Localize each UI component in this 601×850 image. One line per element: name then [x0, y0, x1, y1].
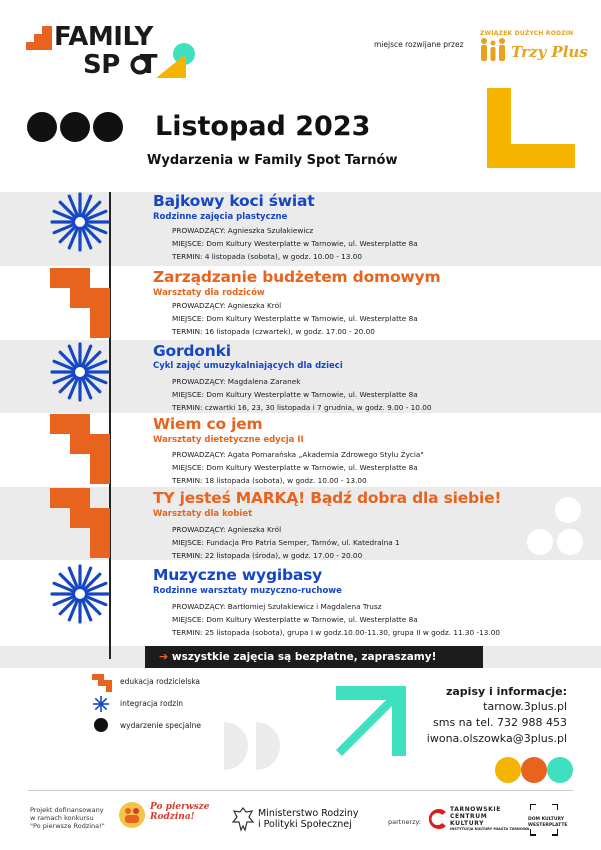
legend-black-dot-icon — [93, 717, 109, 733]
orange-steps-icon — [50, 268, 110, 338]
event-subtitle: Warsztaty dla kobiet — [153, 509, 253, 519]
logo-text-spot: SP T — [83, 50, 158, 80]
logo-o-ring-icon — [130, 55, 150, 75]
event-time: TERMIN: 18 listopada (sobota), w godz. 10.00 - 13.00 — [172, 476, 367, 485]
event-time: TERMIN: 16 listopada (czwartek), w godz. 17.00 - 20.00 — [172, 327, 375, 336]
blue-sunburst-icon — [50, 564, 110, 624]
event-title: TY jesteś MARKĄ! Bądź dobra dla siebie! — [153, 489, 502, 507]
event-subtitle: Warsztaty dla rodziców — [153, 288, 265, 298]
family-figures-icon — [478, 37, 508, 63]
contact-website-link[interactable]: tarnow.3plus.pl — [483, 700, 567, 713]
event-host: PROWADZĄCY: Agata Pomarańska „Akademia Zdrowego Stylu Życia" — [172, 450, 424, 459]
event-host: PROWADZĄCY: Agnieszka Król — [172, 525, 282, 534]
white-half-circles-icon — [220, 718, 286, 774]
event-host: PROWADZĄCY: Magdalena Zaranek — [172, 377, 301, 386]
color-dots-icon — [494, 756, 574, 784]
event-title: Gordonki — [153, 342, 231, 360]
legend-item-parent-education: edukacja rodzicielska — [120, 677, 201, 686]
free-events-text: wszystkie zajęcia są bezpłatne, zapraszamy! — [171, 651, 437, 663]
legend-item-special-event: wydarzenie specjalne — [120, 721, 201, 730]
family-emblem-icon — [118, 801, 146, 829]
event-host: PROWADZĄCY: Bartłomiej Szułakiewicz i Magdalena Trusz — [172, 602, 382, 611]
partners-label: partnerzy: — [388, 818, 422, 826]
teal-arrow-icon — [336, 686, 406, 756]
contact-heading: zapisy i informacje: — [445, 685, 567, 698]
tagline: miejsce rozwijane przez — [374, 40, 464, 49]
event-subtitle: Warsztaty dietetyczne edycja II — [153, 435, 304, 445]
event-place: MIEJSCE: Dom Kultury Westerplatte w Tarnowie, ul. Westerplatte 8a — [172, 390, 418, 399]
event-title: Wiem co jem — [153, 415, 263, 433]
blue-sunburst-icon — [50, 192, 110, 252]
trzyplus-name: Trzy Plus — [511, 43, 588, 61]
page-subtitle: Wydarzenia w Family Spot Tarnów — [147, 153, 398, 168]
dkw-frame-icon — [530, 804, 558, 818]
ppr-logo-text: Po pierwsze Rodzina! — [150, 802, 210, 822]
white-circles-icon — [522, 494, 588, 560]
event-host: PROWADZĄCY: Agnieszka Szułakiewicz — [172, 226, 314, 235]
legend-item-family-integration: integracja rodzin — [120, 699, 184, 708]
dkw-frame-bottom-icon — [530, 829, 558, 837]
contact-email-link[interactable]: iwona.olszowka@3plus.pl — [426, 732, 567, 745]
yellow-l-shape-icon — [487, 88, 575, 168]
logo-text-family: FAMILY — [54, 22, 153, 52]
event-title: Zarządzanie budżetem domowym — [153, 268, 441, 286]
dkw-logo-text: DOM KULTURY WESTERPLATTE — [528, 817, 568, 828]
event-title: Bajkowy koci świat — [153, 192, 315, 210]
contact-sms: sms na tel. 732 988 453 — [433, 716, 567, 729]
event-host: PROWADZĄCY: Agnieszka Król — [172, 301, 282, 310]
ministry-name: Ministerstwo Rodziny i Polityki Społecznej — [258, 808, 359, 830]
footer-divider — [28, 790, 573, 791]
orange-steps-icon — [50, 414, 110, 484]
event-time: TERMIN: 25 listopada (sobota), grupa I w godz.10.00-11.30, grupa II w godz. 11.30 -13.00 — [172, 628, 501, 637]
event-subtitle: Cykl zajęć umuzykalniających dla dzieci — [153, 361, 343, 371]
event-place: MIEJSCE: Dom Kultury Westerplatte w Tarnowie, ul. Westerplatte 8a — [172, 314, 418, 323]
blue-sunburst-icon — [50, 342, 110, 402]
logo-orange-steps-icon — [26, 26, 52, 50]
page-title: Listopad 2023 — [155, 111, 371, 142]
event-subtitle: Rodzinne warsztaty muzyczno-ruchowe — [153, 586, 342, 596]
legend-blue-sunburst-icon — [92, 695, 110, 713]
event-time: TERMIN: czwartki 16, 23, 30 listopada i 7 grudnia, w godz. 9.00 - 10.00 — [172, 403, 432, 412]
tck-red-c-icon — [426, 808, 448, 830]
legend-orange-steps-icon — [92, 674, 112, 692]
trzyplus-top-text: ZWIĄZEK DUŻYCH RODZIN — [480, 30, 574, 37]
event-time: TERMIN: 4 listopada (sobota), w godz. 10.00 - 13.00 — [172, 252, 363, 261]
event-title: Muzyczne wygibasy — [153, 566, 323, 584]
funding-note: Projekt dofinansowany w ramach konkursu "Po pierwsze Rodzina!" — [30, 806, 105, 830]
polish-eagle-icon — [232, 806, 254, 832]
event-place: MIEJSCE: Dom Kultury Westerplatte w Tarnowie, ul. Westerplatte 8a — [172, 239, 418, 248]
event-place: MIEJSCE: Dom Kultury Westerplatte w Tarnowie, ul. Westerplatte 8a — [172, 615, 418, 624]
free-events-note — [145, 646, 483, 668]
event-subtitle: Rodzinne zajęcia plastyczne — [153, 212, 288, 222]
event-place: MIEJSCE: Dom Kultury Westerplatte w Tarnowie, ul. Westerplatte 8a — [172, 463, 418, 472]
event-place: MIEJSCE: Fundacja Pro Patria Semper, Tarnów, ul. Katedralna 1 — [172, 538, 400, 547]
logo-yellow-triangle-icon — [156, 54, 186, 78]
arrow-right-icon: ➔ — [159, 650, 169, 663]
tck-logo-text: TARNOWSKIE CENTRUM KULTURY INSTYTUCJA KULTURY MIASTA TARNOWA — [450, 806, 530, 831]
black-dots-icon — [26, 111, 124, 143]
event-time: TERMIN: 22 listopada (środa), w godz. 17.00 - 20.00 — [172, 551, 363, 560]
orange-steps-icon — [50, 488, 110, 558]
